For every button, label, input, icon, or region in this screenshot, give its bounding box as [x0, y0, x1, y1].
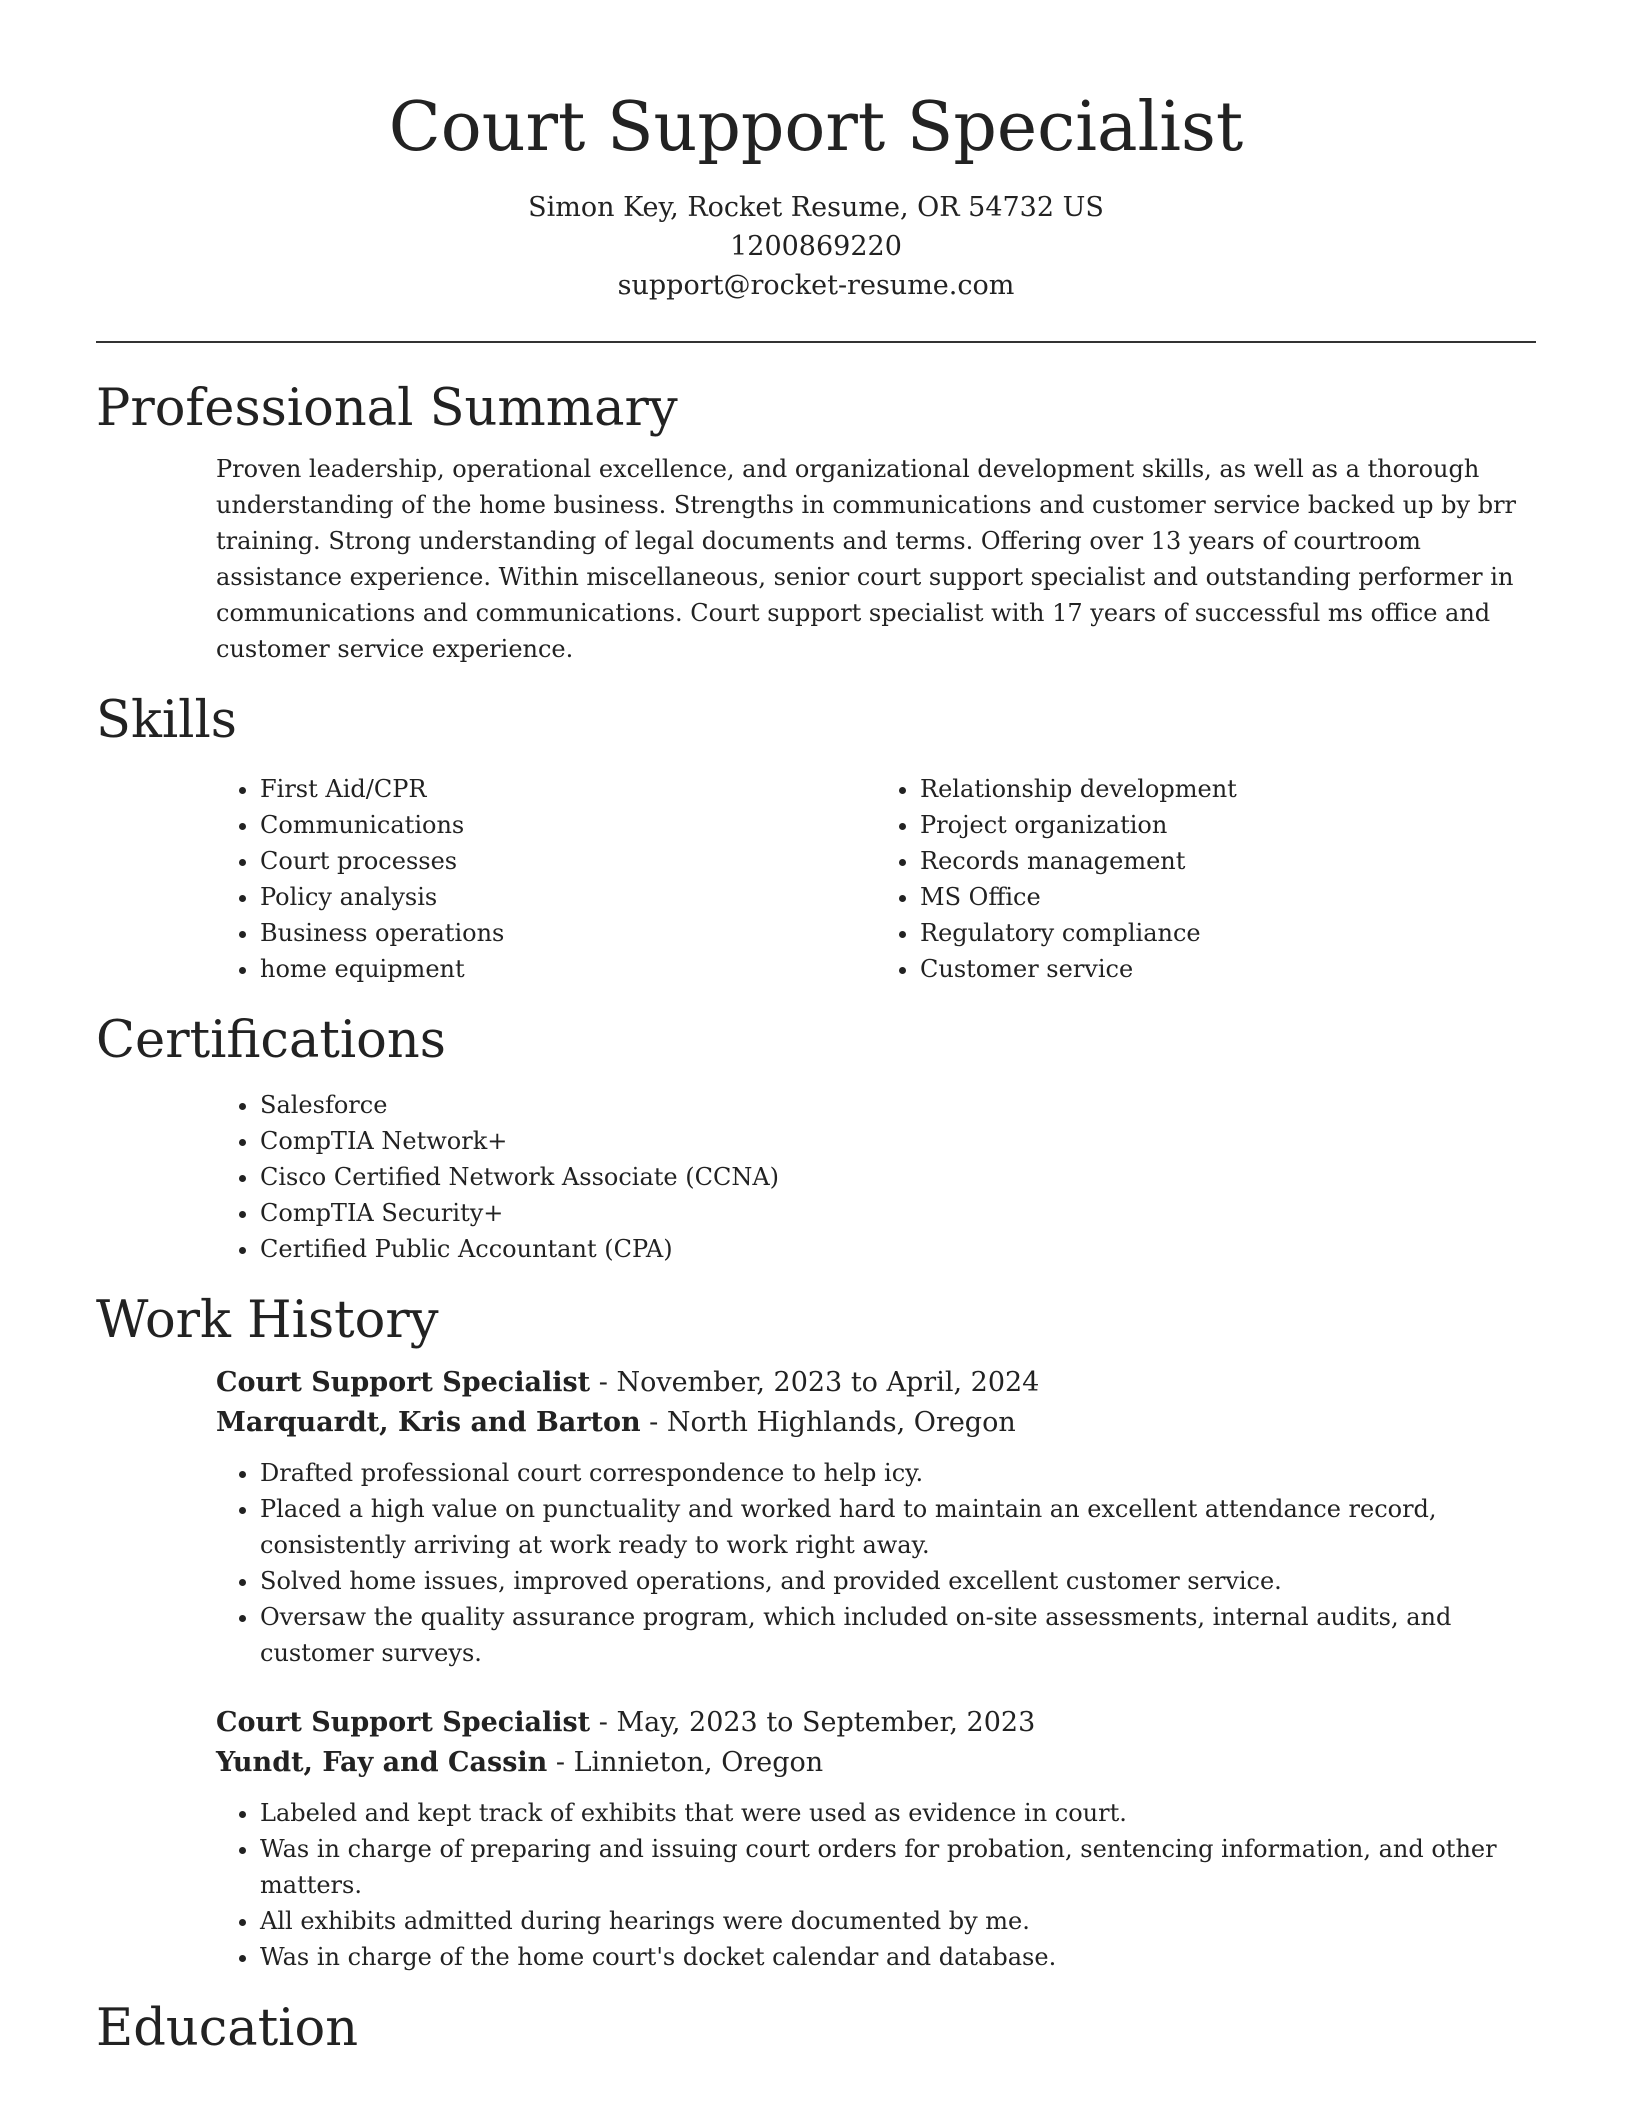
certification-item: • Salesforce	[260, 1087, 1536, 1123]
job-company: Marquardt, Kris and Barton	[216, 1407, 641, 1438]
skill-item: • Policy analysis	[260, 879, 876, 915]
skill-item: • Regulatory compliance	[920, 915, 1536, 951]
job-bullet: • Drafted professional court correspondence to help icy.	[260, 1455, 1536, 1491]
job-bullet: • Was in charge of the home court's docket calendar and database.	[260, 1939, 1536, 1975]
skills-right-list	[876, 771, 1536, 987]
job-location: - North Highlands, Oregon	[640, 1407, 1016, 1438]
skill-item: • Communications	[260, 807, 876, 843]
resume-page	[96, 0, 1536, 2059]
summary-section	[96, 379, 1536, 667]
job-entry	[216, 1363, 1536, 1671]
job-entry	[216, 1703, 1536, 1975]
job-title: Court Support Specialist	[216, 1707, 591, 1738]
job-bullet: • Labeled and kept track of exhibits that were used as evidence in court.	[260, 1795, 1536, 1831]
summary-heading: Professional Summary	[96, 379, 678, 438]
certification-item: • CompTIA Security+	[260, 1195, 1536, 1231]
job-company-line	[216, 1743, 1536, 1783]
job-title: Court Support Specialist	[216, 1367, 591, 1398]
contact-email: support@rocket-resume.com	[617, 270, 1015, 301]
job-bullets	[216, 1455, 1536, 1671]
skills-heading: Skills	[96, 691, 237, 750]
job-dates: - November, 2023 to April, 2024	[590, 1367, 1040, 1398]
skills-left-list	[216, 771, 876, 987]
certification-item: • CompTIA Network+	[260, 1123, 1536, 1159]
summary-text: Proven leadership, operational excellence, and organizational development skills, as well as a thorough understanding of the home business. Strengths in communications and customer service backed up by brr training. Strong understanding of legal documents and terms. Offering over 13 years of courtroom assistance experience. Within miscellaneous, senior court support specialist and outstanding performer in communications and communications. Court support specialist with 17 years of successful ms office and customer service experience.	[216, 455, 1517, 663]
education-section	[96, 1999, 1536, 2059]
job-company: Yundt, Fay and Cassin	[216, 1747, 548, 1778]
certifications-heading: Certifications	[96, 1011, 446, 1070]
certification-item: • Certified Public Accountant (CPA)	[260, 1231, 1536, 1267]
job-location: - Linnieton, Oregon	[547, 1747, 824, 1778]
resume-title: Court Support Specialist	[388, 88, 1244, 167]
skills-columns	[216, 771, 1536, 987]
job-dates: - May, 2023 to September, 2023	[590, 1707, 1036, 1738]
contact-phone: 1200869220	[730, 231, 902, 262]
job-bullet: • Solved home issues, improved operations, and provided excellent customer service.	[260, 1563, 1536, 1599]
skill-item: • home equipment	[260, 951, 876, 987]
skill-item: • Project organization	[920, 807, 1536, 843]
job-title-line	[216, 1363, 1536, 1403]
work-history-section	[96, 1291, 1536, 1975]
skills-section	[96, 691, 1536, 987]
certifications-section	[96, 1011, 1536, 1267]
skill-item: • Court processes	[260, 843, 876, 879]
skill-item: • Records management	[920, 843, 1536, 879]
job-bullet: • Oversaw the quality assurance program, which included on-site assessments, internal audits, and customer surveys.	[260, 1599, 1536, 1671]
job-bullet: • Placed a high value on punctuality and worked hard to maintain an excellent attendance record, consistently arriving at work ready to work right away.	[260, 1491, 1536, 1563]
contact-block	[96, 188, 1536, 305]
job-company-line	[216, 1403, 1536, 1443]
skill-item: • Business operations	[260, 915, 876, 951]
contact-address: Simon Key, Rocket Resume, OR 54732 US	[528, 192, 1104, 223]
work-history-heading: Work History	[96, 1291, 439, 1350]
certification-item: • Cisco Certified Network Associate (CCNA)	[260, 1159, 1536, 1195]
skill-item: • Relationship development	[920, 771, 1536, 807]
resume-header	[96, 0, 1536, 305]
skill-item: • Customer service	[920, 951, 1536, 987]
header-divider	[96, 341, 1536, 343]
job-title-line	[216, 1703, 1536, 1743]
skill-item: • MS Office	[920, 879, 1536, 915]
skill-item: • First Aid/CPR	[260, 771, 876, 807]
certifications-list	[216, 1087, 1536, 1267]
education-heading: Education	[96, 1999, 359, 2058]
job-bullets	[216, 1795, 1536, 1975]
job-bullet: • All exhibits admitted during hearings were documented by me.	[260, 1903, 1536, 1939]
job-bullet: • Was in charge of preparing and issuing court orders for probation, sentencing information, and other matters.	[260, 1831, 1536, 1903]
